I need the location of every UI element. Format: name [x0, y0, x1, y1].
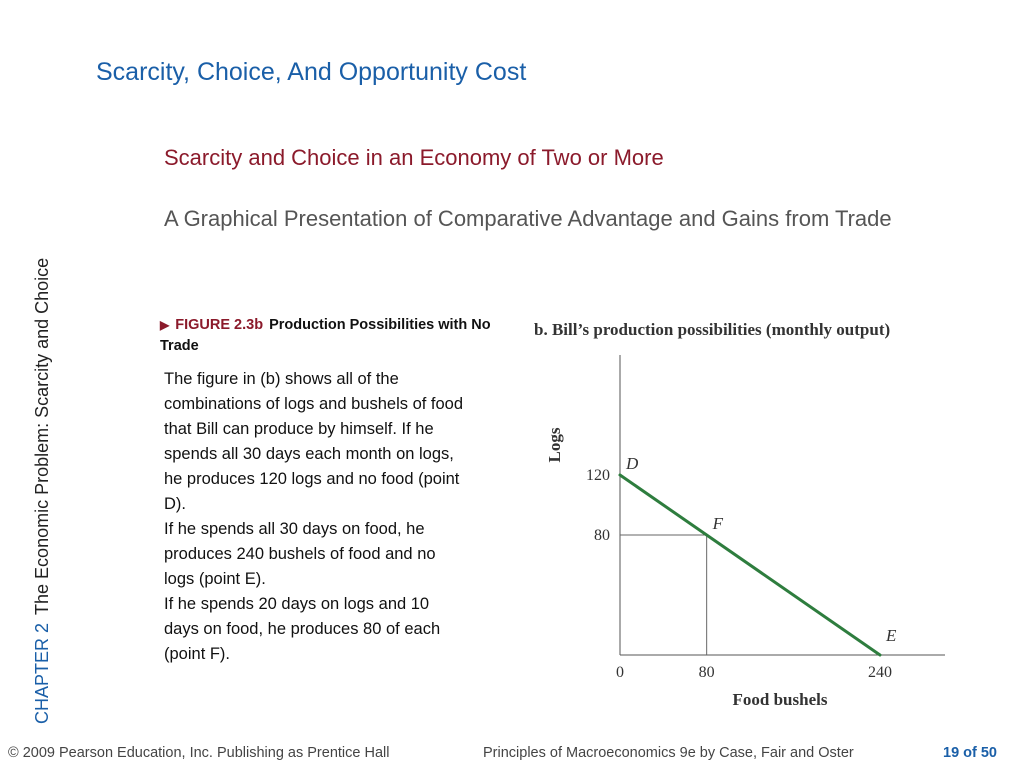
- x-tick-label: 0: [616, 664, 624, 681]
- y-tick-label: 80: [594, 527, 610, 544]
- chart-plot-area: [545, 355, 945, 709]
- description-paragraph: If he spends all 30 days on food, he produces 240 bushels of food and no logs (point E).: [164, 520, 436, 588]
- point-label: F: [712, 514, 724, 533]
- figure-number: FIGURE 2.3b: [175, 317, 264, 333]
- chapter-title: The Economic Problem: Scarcity and Choice: [32, 257, 52, 615]
- description-paragraph: The figure in (b) shows all of the combinations of logs and bushels of food that Bill can produce by himself. If he spends all 30 days each month on logs, he produces 120 logs and no food (point D).: [164, 370, 464, 513]
- x-tick-label: 80: [698, 664, 715, 681]
- chart-title: b. Bill’s production possibilities (monthly output): [534, 320, 891, 339]
- y-tick-label: 120: [586, 467, 610, 484]
- page-number: 19 of 50: [943, 745, 997, 761]
- caption-arrow-icon: ▶: [160, 318, 170, 332]
- footer-book-title: Principles of Macroeconomics 9e by Case, Fair and Oster: [483, 745, 854, 761]
- figure-description: [164, 367, 464, 667]
- ppf-chart: [520, 305, 960, 725]
- point-label: D: [626, 454, 639, 473]
- section-heading: Scarcity and Choice in an Economy of Two or More: [164, 145, 664, 170]
- chapter-number: CHAPTER 2: [32, 622, 52, 724]
- x-tick-label: 240: [868, 664, 892, 681]
- ppf-line: [620, 475, 880, 655]
- figure-caption: [160, 315, 505, 357]
- footer: [0, 745, 1024, 767]
- y-axis-label: Logs: [545, 427, 564, 463]
- chapter-sidebar: [32, 258, 53, 724]
- footer-copyright: © 2009 Pearson Education, Inc. Publishing as Prentice Hall: [8, 745, 390, 761]
- subsection-heading: A Graphical Presentation of Comparative Advantage and Gains from Trade: [164, 206, 892, 231]
- point-label: E: [886, 626, 897, 645]
- slide-title: Scarcity, Choice, And Opportunity Cost: [96, 58, 527, 86]
- figure-title: Production Possibilities with No Trade: [160, 317, 491, 354]
- description-paragraph: If he spends 20 days on logs and 10 days on food, he produces 80 of each (point F).: [164, 595, 441, 663]
- x-axis-label: Food bushels: [732, 690, 828, 709]
